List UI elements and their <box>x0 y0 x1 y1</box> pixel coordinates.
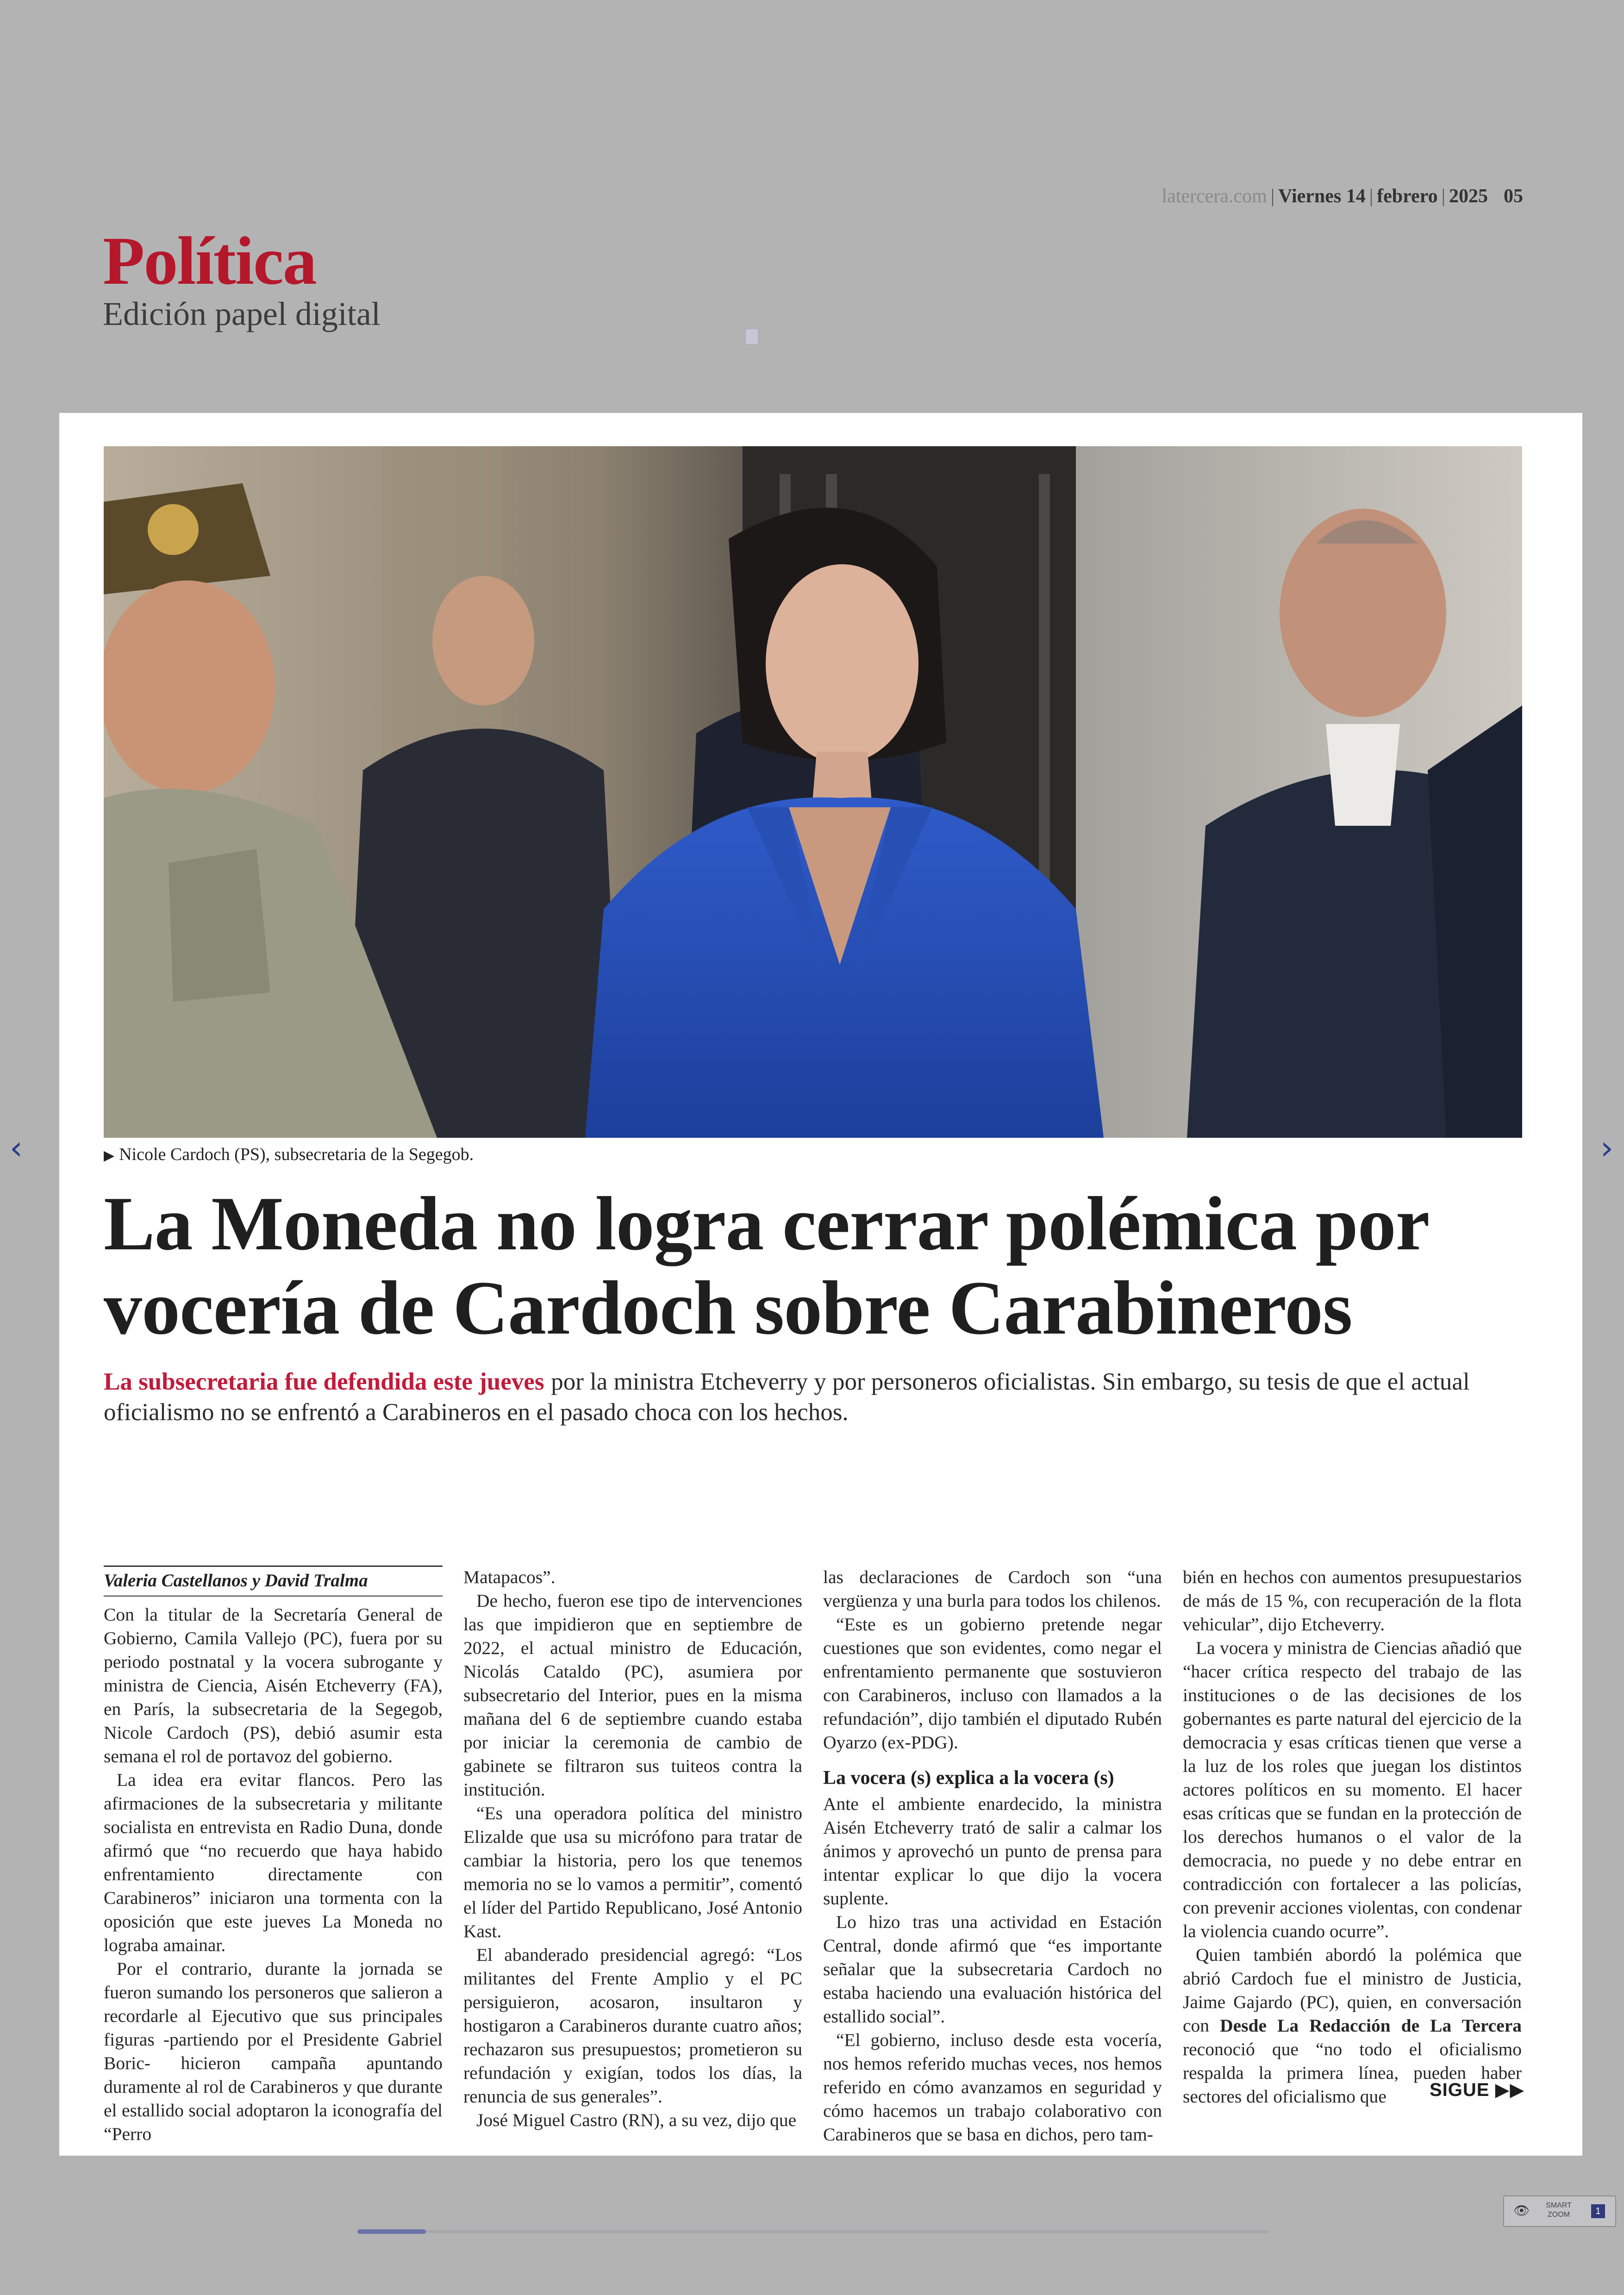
paragraph: La vocera y ministra de Ciencias añadió que “hacer crítica respecto del trabajo de las instituciones o de las decisiones de los gobernantes es parte natural del ejercicio de la democracia y esas críticas tienen que verse a la luz de los roles que juegan los distintos actores políticos en su momento. El hacer esas críticas que se fundan en la protección de los derechos humanos o el valor de la democracia, no puede y no debe entrar en contradicción con fortalecer a las policías, con prevenir acciones violentas, con condenar la violencia cuando ocurre”. <box>1183 1638 1522 1941</box>
paragraph: Ante el ambiente enardecido, la ministra Aisén Etcheverry trató de salir a calmar los ánimos y aprovechó un punto de prensa para intentar explicar lo que dijo la vocera suplente. <box>823 1794 1162 1908</box>
paragraph: Lo hizo tras una actividad en Estación Central, donde afirmó que “es importante señalar que la subsecretaria Cardoch no estaba haciendo una evaluación histórica del estallido social”. <box>823 1912 1162 2027</box>
paragraph-text: reconoció que “no todo el oficialismo respalda la primera línea, pueden haber sectores del oficialismo que <box>1183 2039 1522 2107</box>
article-photo <box>104 446 1522 1138</box>
paragraph: Por el contrario, durante la jornada se fueron sumando los personeros que salieron a recordarle al Ejecutivo que sus principales figuras -partiendo por el Presidente Gabriel Boric- hicieron campaña apuntando duramente al rol de Carabineros y que durante el estallido social adoptaron la iconografía del “Perro <box>104 1958 443 2144</box>
paragraph: De hecho, fueron ese tipo de intervenciones las que impidieron que en septiembre de 2022, el actual ministro de Educación, Nicolás Cataldo (PC), asumiera por subsecretario del Interior, pues en la misma mañana del 6 de septiembre cuando estaba por iniciar la ceremonia de cambio de gabinete se filtraron sus tuiteos contra la institución. <box>463 1590 802 1800</box>
bookmark-icon[interactable] <box>745 329 758 344</box>
site-name[interactable]: latercera.com <box>1162 186 1267 207</box>
caption-triangle-icon: ▶ <box>104 1148 115 1164</box>
edition-header: latercera.com | Viernes 14 | febrero | 2025 05 <box>1162 186 1523 207</box>
section-title: Política <box>103 223 316 299</box>
section-subtitle: Edición papel digital <box>103 295 381 332</box>
deck-text: por la ministra Etcheverry y por personeros oficialistas. Sin embargo, su tesis de que el actual oficialismo no se enfrentó a Carabineros en el pasado choca con los hechos. <box>104 1368 1470 1426</box>
article-headline: La Moneda no logra cerrar polémica por vocería de Cardoch sobre Carabineros <box>104 1181 1428 1350</box>
paragraph: Matapacos”. <box>463 1567 556 1587</box>
edition-weekday: Viernes 14 <box>1278 186 1366 207</box>
paragraph: las declaraciones de Cardoch son “una vergüenza y una burla para todos los chilenos. <box>823 1567 1162 1611</box>
paragraph: Con la titular de la Secretaría General de Gobierno, Camila Vallejo (PC), fuera por su periodo postnatal y la vocera subrogante y ministra de Ciencia, Aisén Etcheverry (FA), en París, la subsecretaria de la Segegob, Nicole Cardoch (PS), debió asumir esta semana el rol de portavoz del gobierno. <box>104 1604 443 1766</box>
prev-page-arrow-icon[interactable]: ‹ <box>10 1129 23 1167</box>
article-column-3 <box>823 1565 1162 2146</box>
paragraph: “Este es un gobierno pretende negar cuestiones que son evidentes, como negar el enfrentamiento permanente que sostuvieron con Carabineros, incluso con llamados a la refundación”, dijo también el diputado Rubén Oyarzo (ex-PDG). <box>823 1614 1162 1752</box>
paragraph: bién en hechos con aumentos presupuestarios de más de 15 %, con recuperación de la flota vehicular”, dijo Etcheverry. <box>1183 1567 1522 1634</box>
paragraph-text: Quien también abordó la polémica que abrió Cardoch fue el ministro de Justicia, Jaime Gajardo (PC), quien, en conversación con <box>1183 1945 1522 2036</box>
eye-icon: 👁 <box>1513 2203 1530 2218</box>
article-subheading: La vocera (s) explica a la vocera (s) <box>823 1767 1114 1789</box>
article-column-2 <box>463 1565 802 2132</box>
page-progress-track[interactable] <box>357 2230 1268 2233</box>
smart-zoom-label: SMART ZOOM <box>1546 2201 1572 2219</box>
paragraph: José Miguel Castro (RN), a su vez, dijo que <box>476 2110 797 2130</box>
newspaper-page[interactable] <box>59 413 1582 2156</box>
page-number: 05 <box>1504 186 1523 207</box>
article-column-4 <box>1183 1565 1525 2108</box>
caption-text: Nicole Cardoch (PS), subsecretaria de la Segegob. <box>119 1145 474 1164</box>
photo-caption <box>104 1144 474 1165</box>
edition-month: febrero <box>1377 186 1438 207</box>
smart-zoom-button[interactable] <box>1503 2195 1616 2227</box>
paragraph: La idea era evitar flancos. Pero las afirmaciones de la subsecretaria y militante socialista en entrevista en Radio Duna, donde afirmó que “no recuerdo que haya habido enfrentamiento directamente con Carabineros” iniciaron una tormenta con la oposición que este jueves La Moneda no lograba amainar. <box>104 1770 443 1955</box>
paragraph: “Es una operadora política del ministro Elizalde que usa su micrófono para tratar de cambiar la historia, pero los que tenemos memoria no se lo vamos a permitir”, comentó el líder del Partido Republicano, José Antonio Kast. <box>463 1803 802 1941</box>
zoom-page-box: 1 <box>1591 2204 1605 2218</box>
article-deck <box>104 1366 1539 1428</box>
paragraph: “El gobierno, incluso desde esta vocería, nos hemos referido muchas veces, nos hemos referido en cómo avanzamos en seguridad y cómo hacemos un trabajo colaborativo con Carabineros que se basa en dichos, pero tam- <box>823 2030 1162 2145</box>
page-progress-fill[interactable] <box>357 2229 426 2234</box>
paragraph: El abanderado presidencial agregó: “Los militantes del Frente Amplio y el PC persiguieron, acosaron, insultaron y hostigaron a Carabineros durante cuatro años; rechazaron sus presupuestos; prometieron su refundación y exigían, todos los días, la renuncia de sus generales”. <box>463 1945 802 2107</box>
next-page-arrow-icon[interactable]: › <box>1600 1129 1613 1167</box>
edition-year: 2025 <box>1449 186 1488 207</box>
deck-lead: La subsecretaria fue defendida este jueves <box>104 1368 544 1395</box>
continue-link[interactable]: SIGUE ▶▶ <box>1430 2080 1525 2100</box>
article-column-1 <box>104 1565 443 2146</box>
byline: Valeria Castellanos y David Tralma <box>104 1565 443 1597</box>
source-name: Desde La Redacción de La Tercera <box>1220 2015 1522 2036</box>
